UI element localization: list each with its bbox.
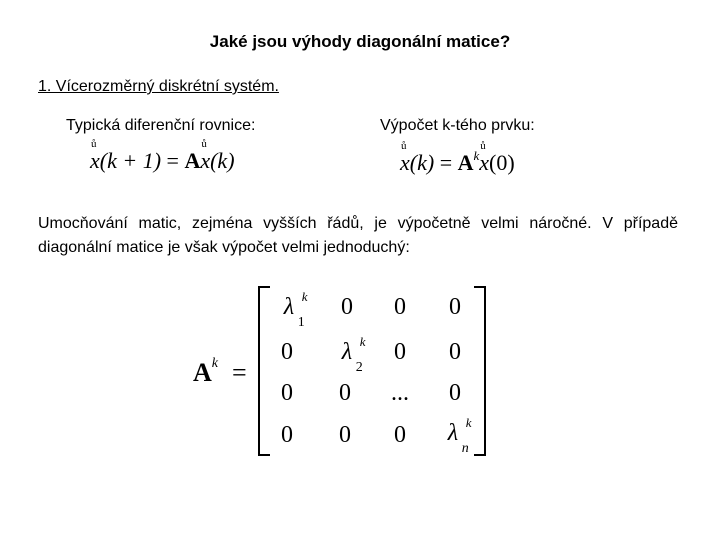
matrix-cell-1-2: 0 [341,294,353,320]
state-vector-lhs: ů x [400,140,410,175]
difference-equation [90,138,235,174]
explanation-paragraph: Umocňování matic, zejména vyšších řádů, je výpočetně velmi náročné. V případě diagonální matice je však výpočet velmi jednoduchý: [38,215,678,256]
difference-equation-label: Typická diferenční rovnice: [66,117,256,134]
lhs-argument: (k + 1) [99,148,162,173]
matrix-cell-4-4: λ n k [447,415,472,456]
system-matrix: A [184,148,201,173]
matrix-cell-2-4: 0 [449,339,461,365]
equals-sign: = [166,148,179,173]
matrix-cell-1-1: λ 1 k [283,289,308,330]
matrix-cell-3-2: 0 [339,380,351,406]
rhs-argument: (0) [489,150,515,175]
vector-mark-icon: ů [480,140,486,152]
vector-mark-icon: ů [91,138,97,150]
matrix-cell-4-1: 0 [281,422,293,448]
state-vector-lhs: ů x [90,138,100,173]
page-title: Jaké jsou výhody diagonální matice? [209,32,511,51]
matrix-power: k [473,148,480,163]
section-heading: 1. Vícerozměrný diskrétní systém. [38,78,279,95]
matrix-cell-3-4: 0 [449,380,461,406]
kth-element-label: Výpočet k-tého prvku: [380,117,535,134]
kth-element-equation [400,140,515,176]
matrix-cell-1-4: 0 [449,294,461,320]
vector-mark-icon: ů [401,140,407,152]
rhs-argument: (k) [210,148,235,173]
matrix-cell-2-2: λ 2 k [341,334,366,375]
system-matrix: A [457,150,474,175]
matrix-cell-2-3: 0 [394,339,406,365]
vector-mark-icon: ů [201,138,207,150]
matrix-cell-3-1: 0 [281,380,293,406]
matrix-power-lhs: $A^k$ = [193,356,247,387]
matrix-cell-2-1: 0 [281,339,293,365]
state-vector-rhs: ů x [479,140,490,175]
state-vector-rhs: ů x [200,138,211,173]
equals-sign: = [439,150,453,175]
matrix-cell-4-3: 0 [394,422,406,448]
matrix-cell-1-3: 0 [394,294,406,320]
lhs-argument: (k) [409,150,435,175]
matrix-cell-3-3: ... [391,380,409,406]
matrix-cell-4-2: 0 [339,422,351,448]
